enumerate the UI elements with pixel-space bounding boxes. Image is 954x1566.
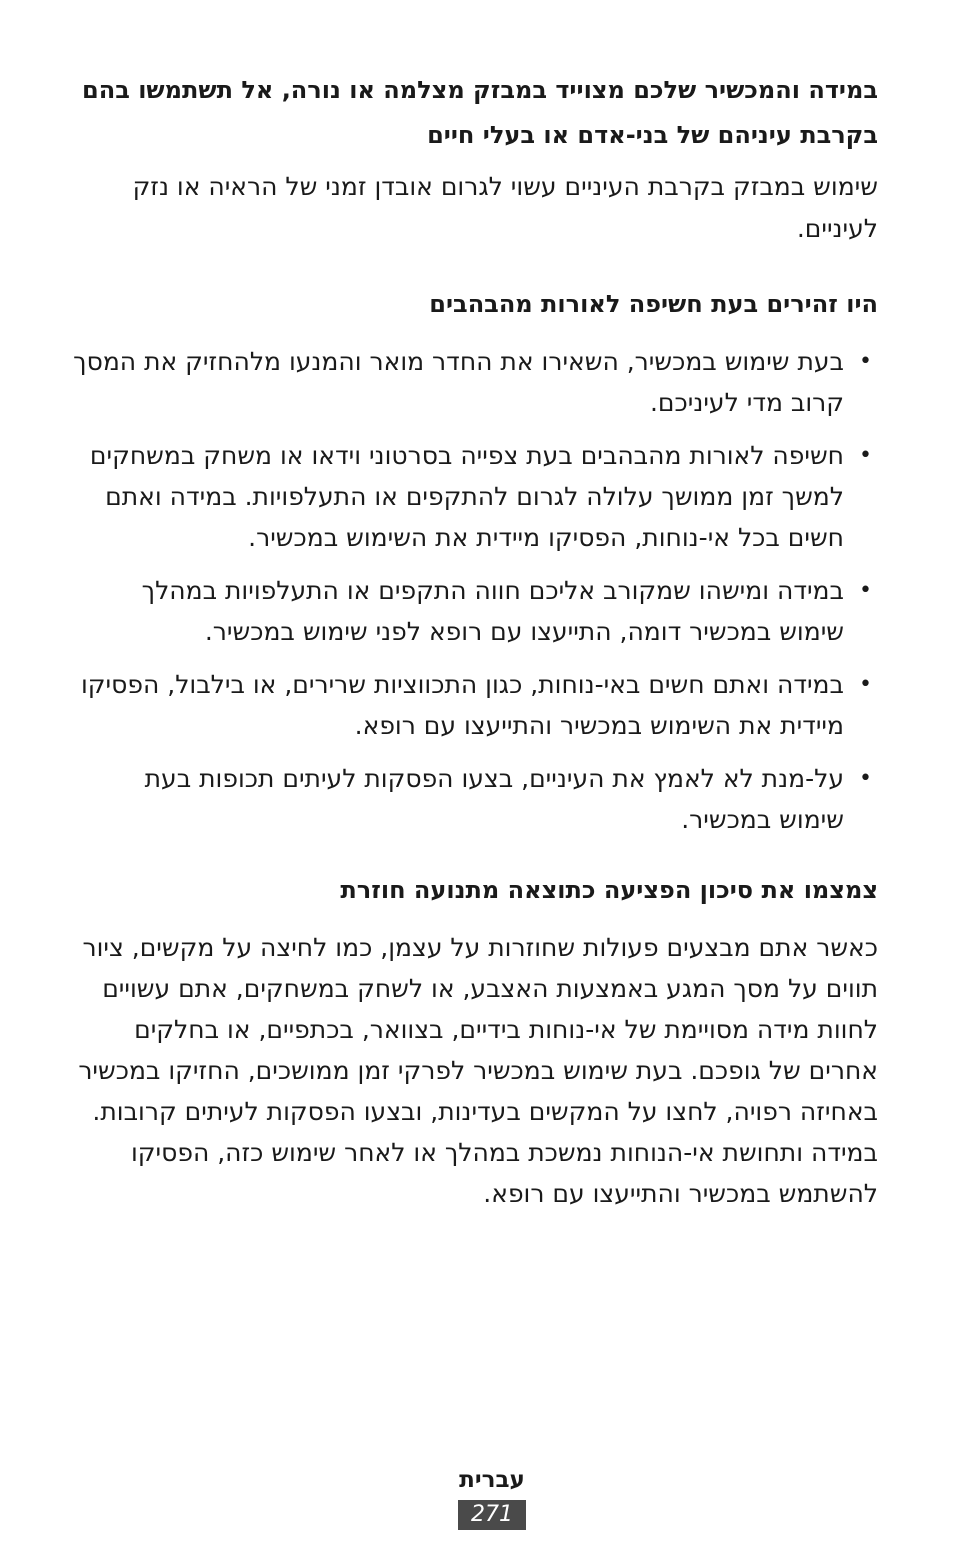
footer-language-label: עברית [459, 1467, 525, 1493]
bullet-icon: • [859, 766, 872, 791]
section-heading-flashing-lights: היו זהירים בעת חשיפה לאורות מהבהבים [429, 290, 878, 318]
list-item-text: במידה ומישהו שמקורב אליכם חווה התקפים או התעלפויות במהלך שימוש במכשיר דומה, התייעצו עם רופא לפני שימוש במכשיר. [141, 576, 844, 646]
page-footer [0, 1462, 954, 1530]
section-heading-repetitive-motion: צמצמו את סיכון הפציעה כתוצאה מתנועה חוזרת [340, 876, 878, 904]
bullet-icon: • [859, 349, 872, 374]
bullet-list-flashing-lights [72, 341, 878, 840]
list-item [72, 664, 878, 746]
bullet-icon: • [859, 578, 872, 603]
list-item [72, 341, 878, 423]
list-item-text: חשיפה לאורות מהבהבים בעת צפייה בסרטוני וידאו או משחק במשחקים למשך זמן ממושך עלולה לגרום להתקפים או התעלפויות. במידה ואתם חשים בכל אי-נוחות, הפסיקו מיידית את השימוש במכשיר. [89, 441, 844, 552]
page-number-badge: 271 [458, 1500, 526, 1530]
bullet-icon: • [859, 672, 872, 697]
page-content [72, 68, 878, 1214]
list-item [72, 435, 878, 558]
list-item [72, 758, 878, 840]
bullet-icon: • [859, 443, 872, 468]
list-item-text: בעת שימוש במכשיר, השאירו את החדר מואר והמנעו מלהחזיק את המסך קרוב מדי לעיניכם. [73, 347, 844, 417]
list-item-text: במידה ואתם חשים באי-נוחות, כגון התכווציות שרירים, או בילבול, הפסיקו מיידית את השימוש במכשיר והתייעצו עם רופא. [81, 670, 844, 740]
list-item-text: על-מנת לא לאמץ את העיניים, בצעו הפסקות לעיתים תכופות בעת שימוש במכשיר. [144, 764, 844, 834]
section-heading-flash-warning: במידה והמכשיר שלכם מצוייד במבזק מצלמה או נורה, אל תשתמשו בהם בקרבת עיניהם של בני-אדם או בעלי חיים [82, 76, 878, 149]
section-paragraph-flash-warning: שימוש במבזק בקרבת העיניים עשוי לגרום אובדן זמני של הראיה או נזק לעיניים. [132, 172, 878, 243]
list-item [72, 570, 878, 652]
section-paragraph-repetitive-motion: כאשר אתם מבצעים פעולות שחוזרות על עצמן, כמו לחיצה על מקשים, ציור תווים על מסך המגע באמצעות האצבע, או לשחק במשחקים, אתם עשויים לחוות מידה מסויימת של אי-נוחות בידיים, בצוואר, בכתפיים, או בחלקים אחרים של גופכם. בעת שימוש במכשיר לפרקי זמן ממושכים, החזיקו במכשיר באחיזה רפויה, לחצו על המקשים בעדינות, ובצעו הפסקות לעיתים קרובות. במידה ותחושת אי-הנוחות נמשכת במהלך או לאחר שימוש כזה, הפסיקו להשתמש במכשיר והתייעצו עם רופא. [78, 933, 878, 1208]
